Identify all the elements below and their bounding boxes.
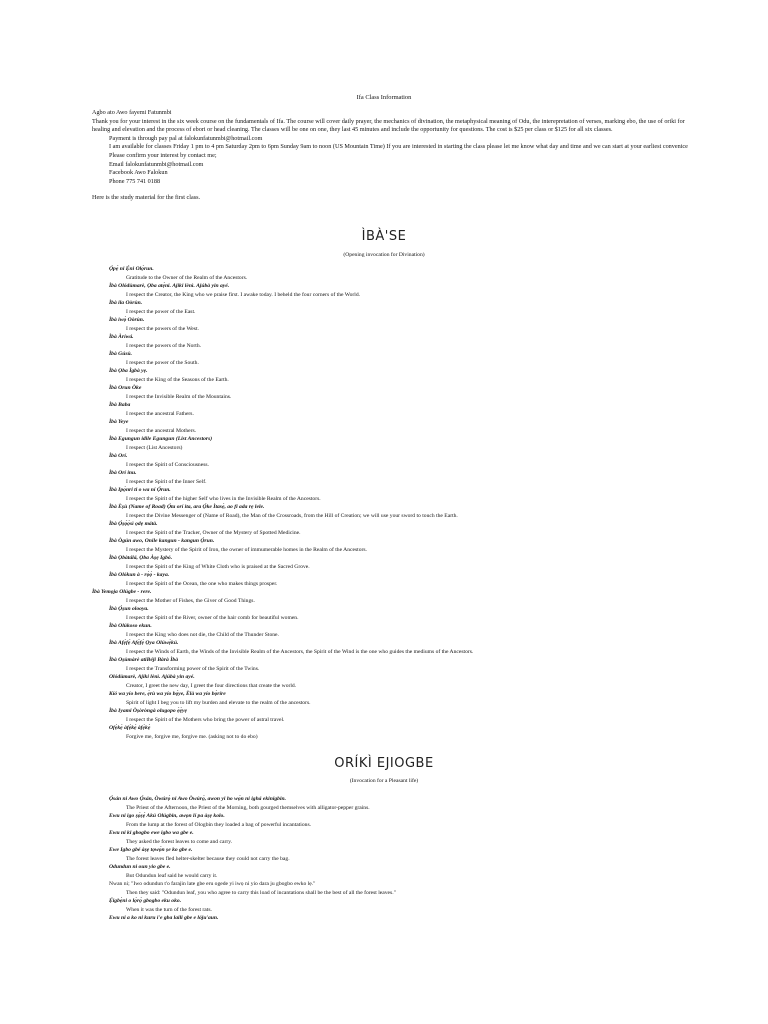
section-heading-oriki: ORÍKÌ EJIOGBE bbox=[334, 756, 434, 771]
section-heading-ibase: ÌBÀ'SE bbox=[361, 229, 407, 244]
verse-line: Ewu ni igo ṣọ́ṣẹ́ Akú Olúgbin, awọn lí pa àṣẹ kolo. bbox=[109, 813, 225, 819]
verse-line: Ìbà Ọ̀ṣun olooya. bbox=[109, 606, 149, 612]
verse-line: Ìbà Olódùmarè, Ọba atẹ́ni. Ajiki lènì. Ajúbà yin ayé. bbox=[109, 283, 230, 289]
section-subtitle-ibase: (Opening invocation for Divination) bbox=[343, 252, 425, 258]
translation-line: I respect the Spirit of the Tracker, Owner of the Mystery of Spotted Medicine. bbox=[126, 529, 301, 536]
translation-line: I respect the Mystery of the Spirit of Iron, the owner of immumerable homes in the Realm of the Ancestors. bbox=[126, 546, 367, 553]
verse-line: Ìbà Olókun à - rọ̀ọ̀ - kaya. bbox=[109, 572, 170, 578]
verse-line: Ìbà Ọbàtálá, Ọba Àṣẹ Igbó. bbox=[109, 555, 173, 561]
section-subtitle-oriki: (Invocation for a Pleasant life) bbox=[349, 778, 419, 784]
verse-line: Ewe Igbo gbé àṣẹ tọwọ́n ṣe ko gbe e. bbox=[109, 847, 193, 853]
translation-line: When it was the turn of the forest rats. bbox=[126, 906, 212, 913]
translation-line: I respect the Invisible Realm of the Mountains. bbox=[126, 393, 232, 400]
translation-line: I respect the Transforming power of the Spirit of the Twins. bbox=[126, 665, 260, 672]
verse-line: Ìbà Oṣùmàrè atiBéji Bàrà Ìbà bbox=[109, 657, 178, 663]
verse-line: Ìbà Ọba Ìgbà yẹ. bbox=[109, 368, 148, 374]
verse-line: Ofẹ̀kẹ̀ àfẹ̀kẹ̀ àfẹ̀kẹ̀ bbox=[109, 725, 151, 731]
translation-line: I respect the Spirit of the Inner Self. bbox=[126, 478, 207, 485]
translation-line: I respect the King who does not die, the Child of the Thunder Stone. bbox=[126, 631, 279, 638]
intro-section bbox=[92, 109, 692, 203]
translation-line: I respect (List Ancestors) bbox=[126, 444, 183, 451]
verse-line: Ọ̀pẹ́ ni Ẹ̀ni Olọ́run. bbox=[109, 266, 154, 272]
translation-line: I respect the Winds of Earth, the Winds of the Invisible Realm of the Ancestors, the Spirit of the Wind is the one who guides the mediums of the Ancestors. bbox=[126, 648, 474, 655]
verse-line: Ìbà Ọ̀ṣọ́ọ̀sì ọdẹ mátà. bbox=[109, 521, 158, 527]
verse-line: Ìbà Yemọja Olúgbe - rere. bbox=[92, 589, 152, 595]
translation-line: Gratitude to the Owner of the Realm of the Ancestors. bbox=[126, 274, 248, 281]
verse-line: Ìbà Iyami Òṣòròngà olugopo ẹ̀ẹ̀yẹ bbox=[109, 708, 187, 714]
verse-line: Ìbà Yeye bbox=[109, 419, 129, 425]
translation-line: The forest leaves fled helter-skelter because they could not carry the bag. bbox=[126, 855, 290, 862]
verse-line: Ìbà iwọ̀ Oòrùn. bbox=[109, 317, 145, 323]
verse-line: Ìbà Èṣù (Name of Road) Ọ̀ta orí ita, ara Ọ̀ke Ìtasẹ̀, ao fi ada rẹ lele. bbox=[109, 504, 265, 510]
section-body-ibase bbox=[92, 265, 669, 741]
translation-line: I respect the Spirit of the River, owner of the hair comb for beautiful women. bbox=[126, 614, 299, 621]
verse-line: Ìbà Afẹ́fẹ́ Afẹ́fẹ́ Ọya Olúwẹ̀kú. bbox=[109, 640, 179, 646]
intro-paragraph: Here is the study material for the first class. bbox=[92, 194, 201, 202]
translation-line: I respect the powers of the North. bbox=[126, 342, 202, 349]
translation-line: I respect the Spirit of the Mothers who bring the power of astral travel. bbox=[126, 716, 285, 723]
verse-line: Kíó wa yío bere, ẹ̀rù wa yío bọ́ye, Èlà wa yío bọ̀ríre bbox=[109, 691, 226, 697]
verse-line: Ọ̀sán ni Awo Ọ̀sán, Òwúrọ̀ ni Awo Òwúrọ̀, awon yi ho wọ́n ni ighá ekinigbin. bbox=[109, 796, 287, 802]
verse-line: Ìbà Orí inu. bbox=[109, 470, 137, 476]
verse-line: Ẹ̀igbẹ̀ni o lọ̀rọ̀ gbogbo eku oko. bbox=[109, 898, 182, 904]
verse-line: Ìbà Àríwá. bbox=[109, 334, 134, 340]
translation-line: I respect the power of the East. bbox=[126, 308, 196, 315]
translation-line: I respect the Spirit of the higher Self who lives in the Invisible Realm of the Ancestors. bbox=[126, 495, 321, 502]
translation-line: I respect the Spirit of Consciousness. bbox=[126, 461, 209, 468]
intro-paragraph: Please confirm your interest by contact me; bbox=[109, 151, 217, 159]
translation-line: I respect the power of the South. bbox=[126, 359, 199, 366]
verse-line: Ìbà Ipọ̀nri ti o wa ní Ọ̀run. bbox=[109, 487, 171, 493]
translation-line: From the lump at the forest of Ologbin they loaded a bag of powerful incantations. bbox=[126, 821, 312, 828]
translation-line: They asked the forest leaves to come and carry. bbox=[126, 838, 233, 845]
translation-line: Spirit of light I beg you to lift my burden and elevate to the realm of the ancestors. bbox=[126, 699, 311, 706]
verse-line: Nwan ni; "Iwo odundun t'o farajin late gbe eru ogede yi iwọ ni yio dara ju gbogbo ewko lẹ." bbox=[109, 881, 316, 887]
verse-line: Ìbà Orun Òke bbox=[109, 385, 142, 391]
translation-line: Forgive me, forgive me, forgive me. (asking not to do ebo) bbox=[126, 733, 258, 740]
translation-line: I respect the ancestral Mothers. bbox=[126, 427, 197, 434]
verse-line: Olódùmarè, Ajiki lènì. Ajúbà yin ayé. bbox=[109, 674, 195, 680]
verse-line: Ìbà Baba bbox=[109, 402, 131, 408]
verse-line: Ewu ni a ko ni kuru i'e gba laili gbe e lóju'aun. bbox=[109, 915, 219, 921]
verse-line: Ìbà Gúsù. bbox=[109, 351, 133, 357]
verse-line: Ìbà Ògún awo, Onile kangun - kangun Ọ̀run. bbox=[109, 538, 215, 544]
translation-line: But Odundun leaf said he would carry it. bbox=[126, 872, 218, 879]
verse-line: Odundun ni oun yio gbe e. bbox=[109, 864, 171, 870]
verse-line: Ìbà Orí. bbox=[109, 453, 128, 459]
document-title: Ifa Class Information bbox=[356, 94, 412, 101]
intro-paragraph: Email falokunfatunmbi@hotmail.com bbox=[109, 160, 204, 168]
translation-line: Creator, I greet the new day, I greet the four directions that create the world. bbox=[126, 682, 297, 689]
intro-paragraph: I am available for classes Friday 1 pm to 4 pm Saturday 2pm to 6pm Sunday 9am to noon (US Mountain Time) If you are interested in starting the class please let me know what day and time and we can start at your earliest convenice bbox=[109, 143, 688, 151]
intro-paragraph: Thank you for your interest in the six week course on the fundamentals of Ifa. The course will cover daily prayer, the mechanics of divination, the metaphysical meaning of Odu, the interepretation of verses, marking ebo, the use of oriki for healing and elevation and the process of ebori or head cleaning. The classes will be one on one, they last 45 minutes and include the opportunity for questions. The cost is $25 per class or $125 for all six classes. bbox=[92, 117, 685, 134]
section-body-oriki bbox=[109, 795, 669, 923]
intro-paragraph: Facebook Awo Falokun bbox=[109, 169, 168, 177]
translation-line: I respect the Spirit of the King of White Cloth who is praised at the Sacred Grove. bbox=[126, 563, 310, 570]
verse-line: Ìbà ila Oòrùn. bbox=[109, 300, 143, 306]
verse-line: Ewu ni ki gbogbo ewe igbo wa gbe e. bbox=[109, 830, 194, 836]
translation-line: I respect the Creator, the King who we praise first. I awake today. I beheld the four corners of the World. bbox=[126, 291, 361, 298]
verse-line: Ìbà Egungun idile Egungun (List Ancestors) bbox=[109, 436, 213, 442]
intro-paragraph: Payment is through pay pal at falokunfatunmbi@hotmail.com bbox=[109, 134, 263, 142]
intro-paragraph: Phone 775 741 0188 bbox=[109, 177, 161, 185]
translation-line: I respect the Divine Messenger of (Name of Road), the Man of the Crossroads, from the Hill of Creation; we will use your sword to touch the Earth. bbox=[126, 512, 458, 519]
translation-line: I respect the King of the Seasons of the Earth. bbox=[126, 376, 229, 383]
translation-line: Then they said: "Odundun leaf, you who agree to carry this load of incantations shall be the best of all the forest leaves." bbox=[126, 889, 396, 896]
translation-line: I respect the Mother of Fishes, the Giver of Good Things. bbox=[126, 597, 255, 604]
verse-line: Ìbà Olúkoso ekun. bbox=[109, 623, 152, 629]
translation-line: I respect the powers of the West. bbox=[126, 325, 199, 332]
translation-line: I respect the Spirit of the Ocean, the one who makes things prosper. bbox=[126, 580, 278, 587]
intro-paragraph: Agbo ato Awo fayemi Fatunmbi bbox=[92, 109, 172, 116]
translation-line: I respect the ancestral Fathers. bbox=[126, 410, 194, 417]
translation-line: The Priest of the Afternoon, the Priest of the Morning, both gourged themselves with alligator-pepper grains. bbox=[126, 804, 370, 811]
paragraph-gap bbox=[92, 186, 692, 194]
